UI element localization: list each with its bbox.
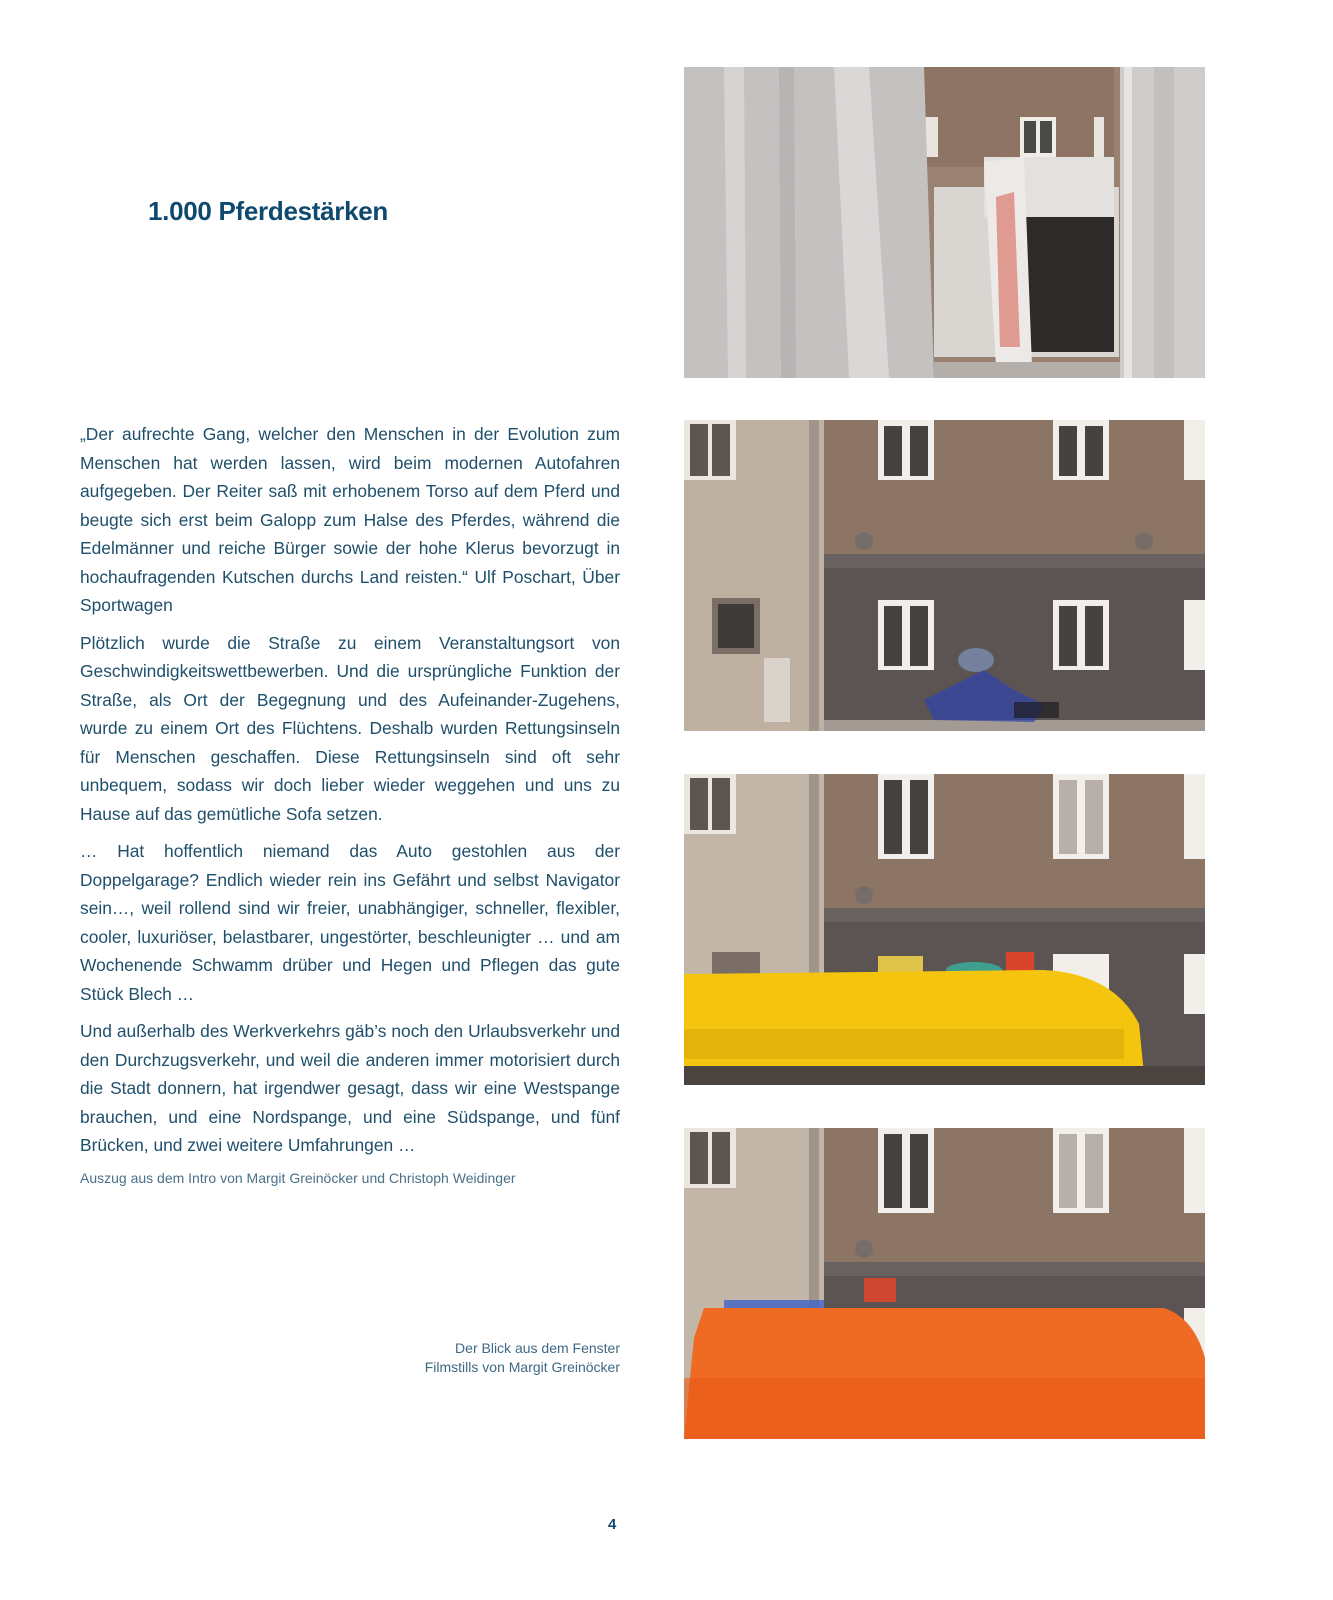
excerpt-credit: Auszug aus dem Intro von Margit Greinöcker und Christoph Weidinger bbox=[80, 1169, 516, 1186]
paragraph-garage: … Hat hoffentlich niemand das Auto gestohlen aus der Doppelgarage? Endlich wieder rein ins Gefährt und selbst Navigator sein…, weil rollend sind wir freier, unabhängiger, schneller, flexibler, cooler, luxuriöser, belastbarer, ungestörter, beschleunigter … und am Wochenende Schwamm drüber und Hegen und Pflegen das gute Stück Blech … bbox=[80, 841, 620, 1004]
film-still-4 bbox=[684, 1128, 1205, 1439]
caption-credit: Filmstills von Margit Greinöcker bbox=[424, 1359, 620, 1375]
film-still-2 bbox=[684, 420, 1205, 731]
film-still-1 bbox=[684, 67, 1205, 378]
caption-title: Der Blick aus dem Fenster bbox=[455, 1340, 620, 1356]
paragraph-street: Plötzlich wurde die Straße zu einem Veranstaltungsort von Geschwindigkeitswettbewerben. Und die ursprüngliche Funktion der Straße, als Ort der Begegnung und des Aufeinander-Zugehens, wurde zu einem Ort des Flüchtens. Deshalb wurden Rettungsinseln für Menschen geschaffen. Diese Rettungsinseln sind oft sehr unbequem, sodass wir doch lieber wieder weggehen und uns zu Hause auf das gemütliche Sofa setzen. bbox=[80, 632, 620, 824]
article-body bbox=[80, 420, 620, 1187]
page-number: 4 bbox=[608, 1516, 617, 1533]
film-still-3 bbox=[684, 774, 1205, 1085]
paragraph-traffic: Und außerhalb des Werkverkehrs gäb’s noch den Urlaubsverkehr und den Durchzugsverkehr, und weil die anderen immer motorisiert durch die Stadt donnern, hat irgendwer gesagt, dass wir eine Westspange brauchen, und eine Nordspange, und eine Südspange, und fünf Brücken, und zwei weitere Umfahrungen … bbox=[80, 1021, 620, 1155]
photo-caption bbox=[425, 1339, 620, 1377]
paragraph-quote: „Der aufrechte Gang, welcher den Menschen in der Evolution zum Menschen hat werden lassen, wird beim modernen Autofahren aufgegeben. Der Reiter saß mit erhobenem Torso auf dem Pferd und beugte sich erst beim Galopp zum Halse des Pferdes, während die Edelmänner und reiche Bürger sowie der hohe Klerus bevorzugt in hochaufragenden Kutschen durchs Land reisten.“ Ulf Poschart, Über Sportwagen bbox=[80, 424, 620, 615]
page-title: 1.000 Pferdestärken bbox=[148, 196, 389, 226]
